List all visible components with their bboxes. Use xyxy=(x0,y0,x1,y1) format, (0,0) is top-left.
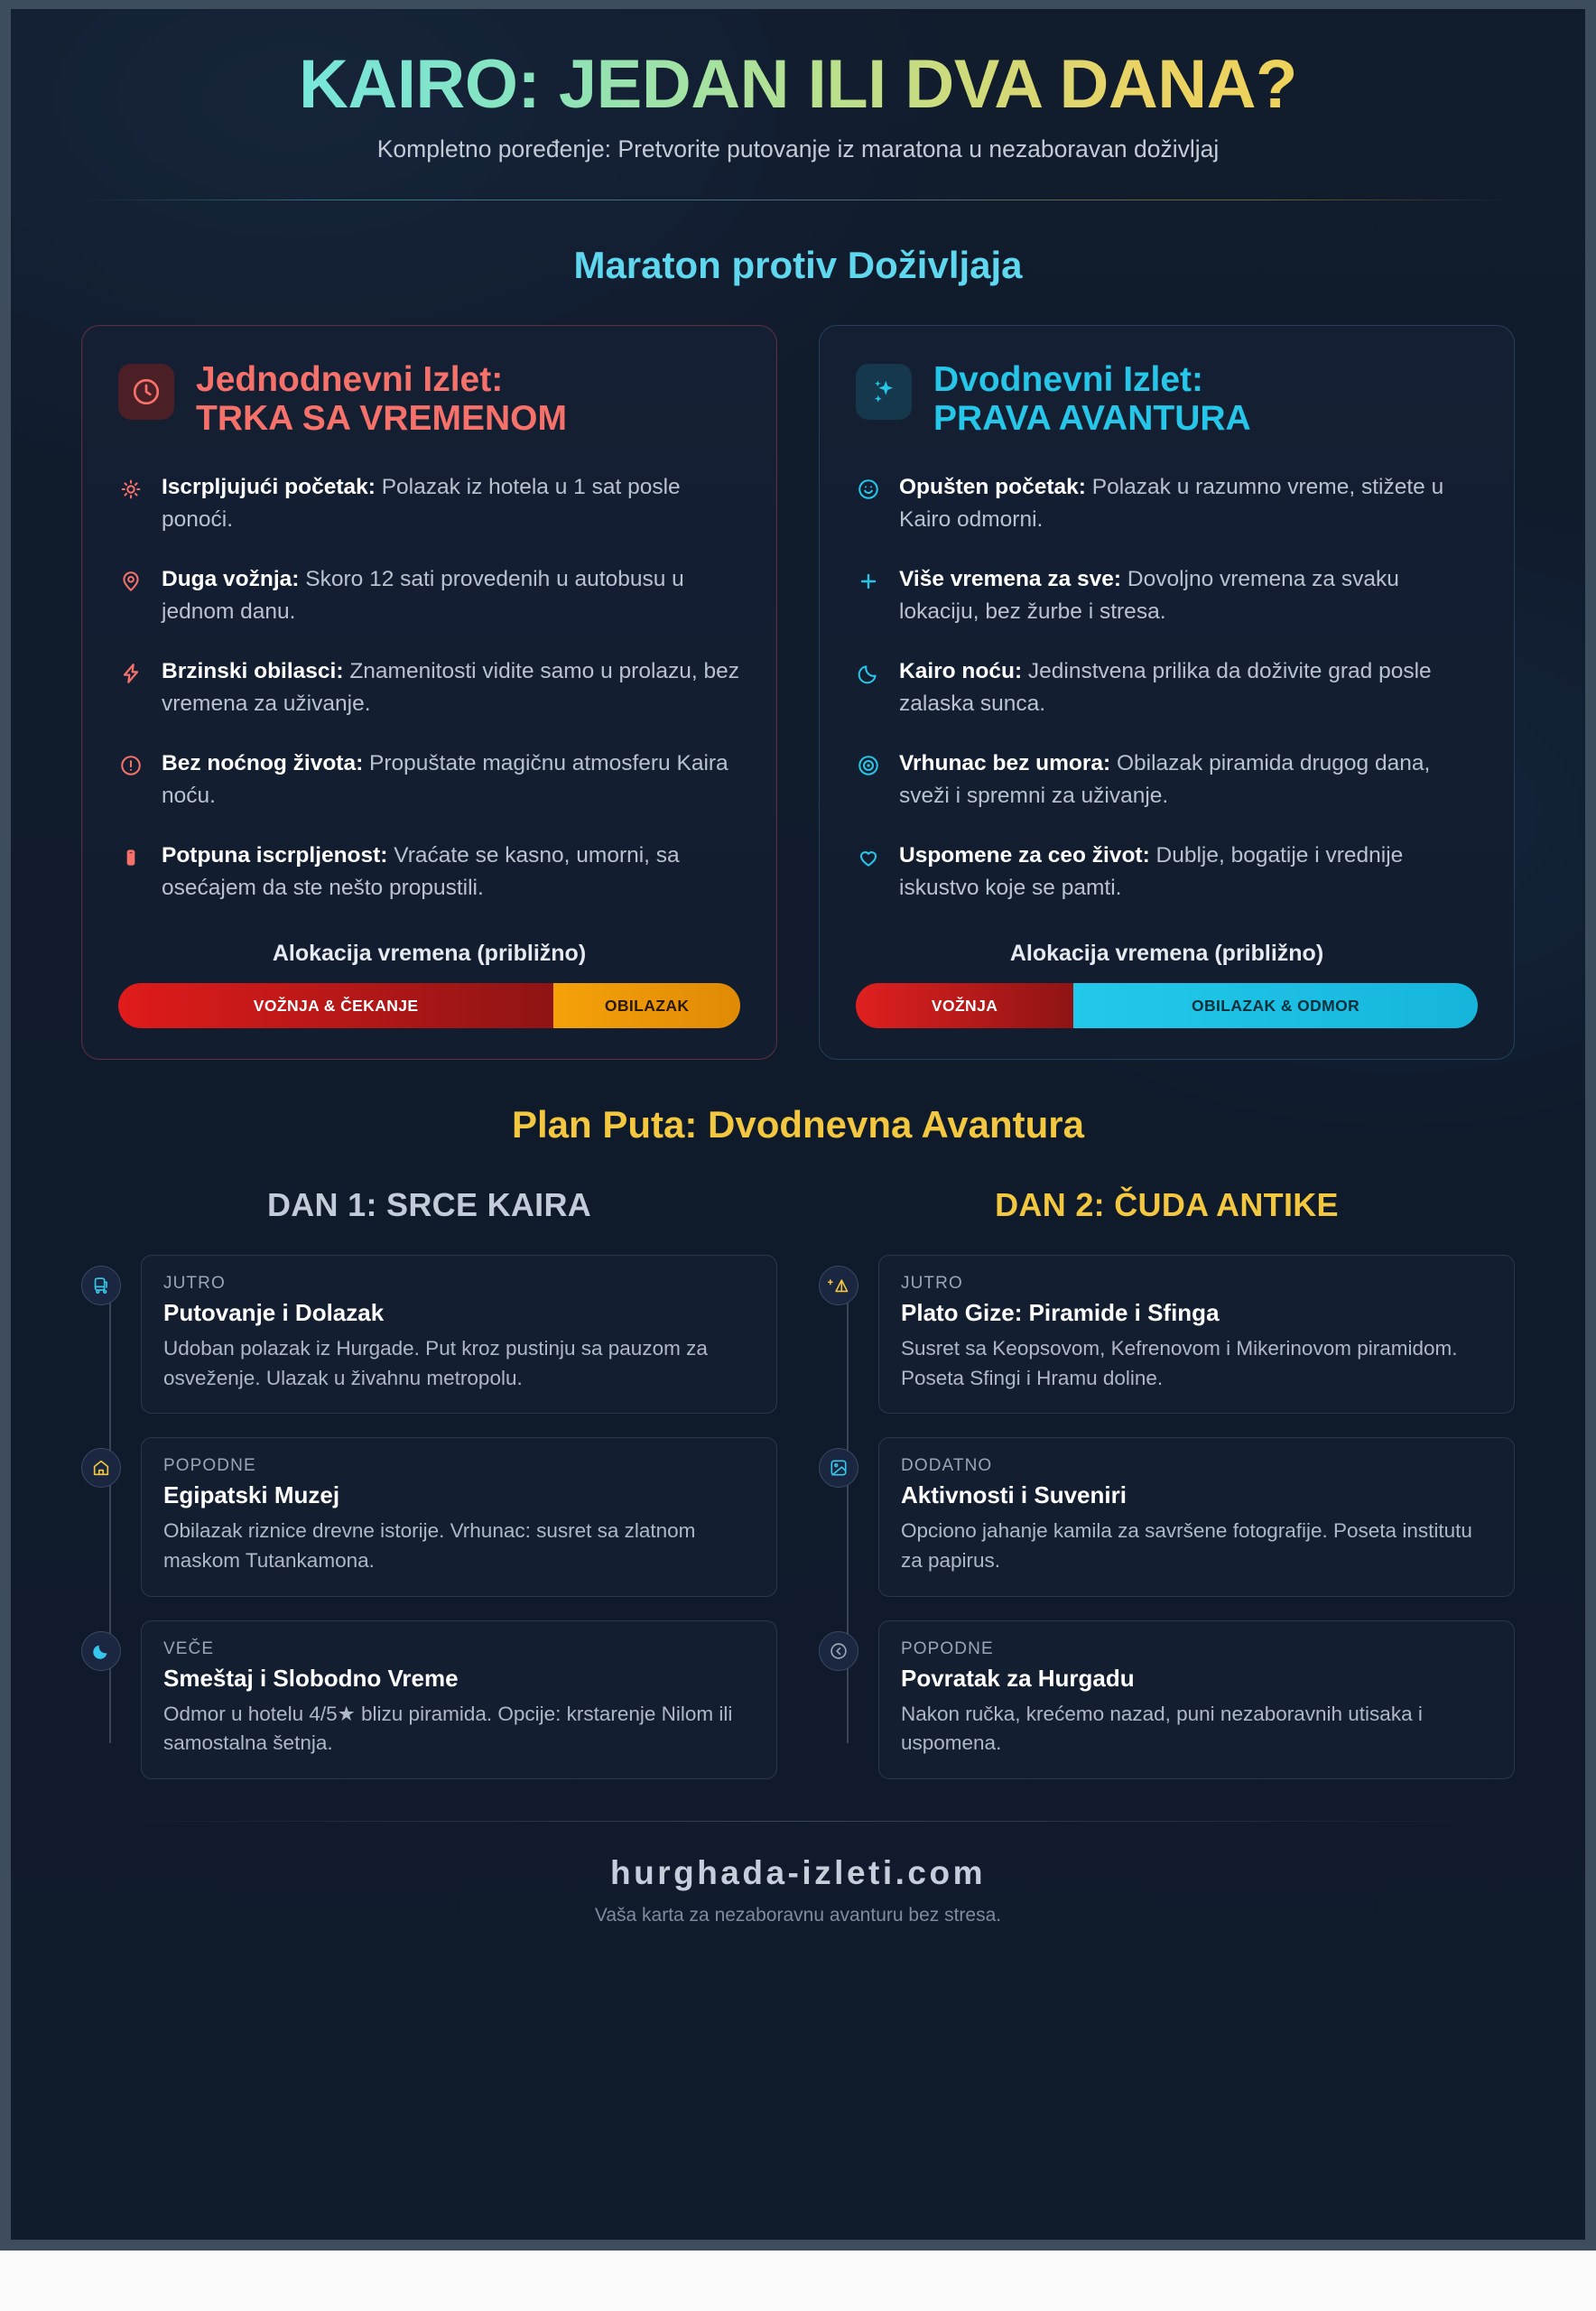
arrow-left-circle-icon xyxy=(819,1631,858,1671)
timeline-kicker: DODATNO xyxy=(901,1456,993,1476)
timeline-card xyxy=(141,1255,777,1414)
day1-heading: DAN 1: SRCE KAIRA xyxy=(266,1186,592,1224)
list-item-lead: Više vremena za sve: xyxy=(899,567,1122,592)
list-item-text xyxy=(162,563,740,628)
timeline-title: Plato Gize: Piramide i Sfinga xyxy=(901,1299,1220,1327)
list-item-body: Skoro 12 sati provedenih u autobusu u jednom danu. xyxy=(162,567,684,625)
hero-header xyxy=(81,9,1515,163)
list-item xyxy=(856,747,1478,812)
list-item-text xyxy=(162,655,740,720)
landmark-icon xyxy=(81,1448,121,1488)
list-item-lead: Brzinski obilasci: xyxy=(162,659,344,684)
list-item-text xyxy=(899,840,1478,905)
pyramid-icon xyxy=(819,1266,858,1305)
timeline-card xyxy=(141,1620,777,1779)
list-item-lead: Potpuna iscrpljenost: xyxy=(162,843,388,868)
list-item-text xyxy=(899,471,1478,536)
page-subtitle: Kompletno poređenje: Pretvorite putovanje iz maratona u nezaboravan doživljaj xyxy=(376,135,1220,162)
list-item xyxy=(856,563,1478,628)
list-item-body: Znamenitosti vidite samo u prolazu, bez vremena za uživanje. xyxy=(162,659,740,717)
timeline-kicker: JUTRO xyxy=(163,1274,226,1294)
list-item xyxy=(856,471,1478,536)
list-item-lead: Iscrpljujući početak: xyxy=(162,475,376,500)
smile-icon xyxy=(856,477,881,502)
list-item-body: Obilazak piramida drugog dana, sveži i spremni za uživanje. xyxy=(899,751,1431,809)
list-item-body: Dublje, bogatije i vrednije iskustvo koje se pamti. xyxy=(899,843,1404,901)
footer-tagline: Vaša karta za nezaboravnu avanturu bez stresa. xyxy=(594,1904,1002,1926)
two-day-alloc-bar xyxy=(856,983,1478,1028)
map-pin-icon xyxy=(118,569,144,594)
two-day-alloc-title: Alokacija vremena (približno) xyxy=(1009,941,1324,967)
list-item xyxy=(118,655,740,720)
day2-timeline xyxy=(819,1255,1515,1779)
list-item xyxy=(118,840,740,905)
day1-timeline xyxy=(81,1255,777,1779)
list-item-lead: Opušten početak: xyxy=(899,475,1086,500)
comparison-section-title: Maraton protiv Doživljaja xyxy=(573,243,1023,286)
timeline-title: Povratak za Hurgadu xyxy=(901,1664,1135,1692)
alloc-segment-driving: VOŽNJA xyxy=(856,983,1073,1028)
two-day-card-title xyxy=(933,360,1251,439)
alloc-segment-touring: OBILAZAK & ODMOR xyxy=(1073,983,1478,1028)
list-item xyxy=(819,1255,1515,1414)
list-item-lead: Duga vožnja: xyxy=(162,567,300,592)
battery-low-icon xyxy=(118,845,144,870)
alert-circle-icon xyxy=(118,753,144,778)
timeline-kicker: VEČE xyxy=(163,1638,215,1658)
list-item xyxy=(81,1437,777,1596)
infographic-sheet xyxy=(11,9,1585,2240)
list-item-lead: Vrhunac bez umora: xyxy=(899,751,1111,776)
list-item xyxy=(81,1255,777,1414)
alloc-segment-touring: OBILAZAK xyxy=(553,983,740,1028)
page-title: KAIRO: JEDAN ILI DVA DANA? xyxy=(81,49,1515,121)
list-item xyxy=(118,471,740,536)
alloc-segment-driving: VOŽNJA & ČEKANJE xyxy=(118,983,553,1028)
list-item-body: Polazak u razumno vreme, stižete u Kairo odmorni. xyxy=(899,475,1444,533)
list-item xyxy=(856,655,1478,720)
timeline-title: Egipatski Muzej xyxy=(163,1481,340,1509)
one-day-title-line1: Jednodnevni Izlet: xyxy=(196,359,504,399)
timeline-kicker: POPODNE xyxy=(163,1456,256,1476)
day-headings xyxy=(81,1186,1515,1224)
timeline-title: Putovanje i Dolazak xyxy=(163,1299,385,1327)
list-item-body: Dovoljno vremena za svaku lokaciju, bez žurbe i stresa. xyxy=(899,567,1399,625)
list-item-body: Polazak iz hotela u 1 sat posle ponoći. xyxy=(162,475,681,533)
list-item-body: Jedinstvena prilika da doživite grad posle zalaska sunca. xyxy=(899,659,1432,717)
list-item-lead: Bez noćnog života: xyxy=(162,751,364,776)
sparkles-icon xyxy=(856,364,912,420)
one-day-bullets xyxy=(118,471,740,905)
comparison-cards xyxy=(81,325,1515,1060)
list-item xyxy=(118,747,740,812)
one-day-card xyxy=(81,325,777,1060)
list-item-text xyxy=(899,563,1478,628)
list-item xyxy=(81,1620,777,1779)
timeline-description: Opciono jahanje kamila za savršene fotografije. Poseta institutu za papirus. xyxy=(901,1519,1472,1573)
list-item-body: Vraćate se kasno, umorni, sa osećajem da ste nešto propustili. xyxy=(162,843,680,901)
target-icon xyxy=(856,753,881,778)
list-item xyxy=(118,563,740,628)
timeline-description: Odmor u hotelu 4/5★ blizu piramida. Opcije: krstarenje Nilom ili samostalna šetnja. xyxy=(163,1702,733,1755)
list-item-text xyxy=(162,747,740,812)
two-day-card-header xyxy=(856,360,1478,439)
bus-icon xyxy=(81,1266,121,1305)
timeline-description: Obilazak riznice drevne istorije. Vrhunac: susret sa zlatnom maskom Tutankamona. xyxy=(163,1519,696,1573)
clock-icon xyxy=(118,364,174,420)
footer xyxy=(81,1822,1515,1926)
timeline-kicker: JUTRO xyxy=(901,1274,963,1294)
list-item-text xyxy=(162,840,740,905)
timeline-description: Nakon ručka, krećemo nazad, puni nezaboravnih utisaka i uspomena. xyxy=(901,1702,1423,1755)
timeline-card xyxy=(878,1620,1515,1779)
lightning-icon xyxy=(118,661,144,686)
list-item-body: Propuštate magičnu atmosferu Kaira noću. xyxy=(162,751,728,809)
itinerary-section-title: Plan Puta: Dvodnevna Avantura xyxy=(511,1103,1085,1146)
timeline-title: Smeštaj i Slobodno Vreme xyxy=(163,1664,459,1692)
plus-icon xyxy=(856,569,881,594)
list-item-lead: Kairo noću: xyxy=(899,659,1023,684)
timeline-card xyxy=(878,1255,1515,1414)
timeline-description: Udoban polazak iz Hurgade. Put kroz pustinju sa pauzom za osveženje. Ulazak u živahnu metropolu. xyxy=(163,1337,708,1389)
list-item-text xyxy=(162,471,740,536)
heart-icon xyxy=(856,845,881,870)
timeline-kicker: POPODNE xyxy=(901,1638,994,1658)
image-icon xyxy=(819,1448,858,1488)
two-day-bullets xyxy=(856,471,1478,905)
list-item-lead: Uspomene za ceo život: xyxy=(899,843,1150,868)
day2-heading: DAN 2: ČUDA ANTIKE xyxy=(995,1186,1339,1224)
moon-icon xyxy=(856,661,881,686)
list-item-text xyxy=(899,655,1478,720)
list-item-text xyxy=(899,747,1478,812)
one-day-card-title xyxy=(196,360,567,439)
one-day-title-line2: TRKA SA VREMENOM xyxy=(196,399,567,439)
timeline-description: Susret sa Keopsovom, Kefrenovom i Mikerinovom piramidom. Poseta Sfingi i Hramu doline. xyxy=(901,1337,1458,1389)
two-day-title-line2: PRAVA AVANTURA xyxy=(933,399,1251,439)
timeline-title: Aktivnosti i Suveniri xyxy=(901,1481,1127,1509)
timeline-card xyxy=(878,1437,1515,1596)
moon-icon xyxy=(81,1631,121,1671)
list-item xyxy=(856,840,1478,905)
timeline-card xyxy=(141,1437,777,1596)
timeline-columns xyxy=(81,1255,1515,1779)
one-day-alloc-title: Alokacija vremena (približno) xyxy=(272,941,587,967)
two-day-card xyxy=(819,325,1515,1060)
one-day-card-header xyxy=(118,360,740,439)
list-item xyxy=(819,1620,1515,1779)
list-item xyxy=(819,1437,1515,1596)
two-day-title-line1: Dvodnevni Izlet: xyxy=(933,359,1204,399)
sunrise-icon xyxy=(118,477,144,502)
site-url[interactable]: hurghada-izleti.com xyxy=(610,1853,986,1891)
one-day-alloc-bar xyxy=(118,983,740,1028)
